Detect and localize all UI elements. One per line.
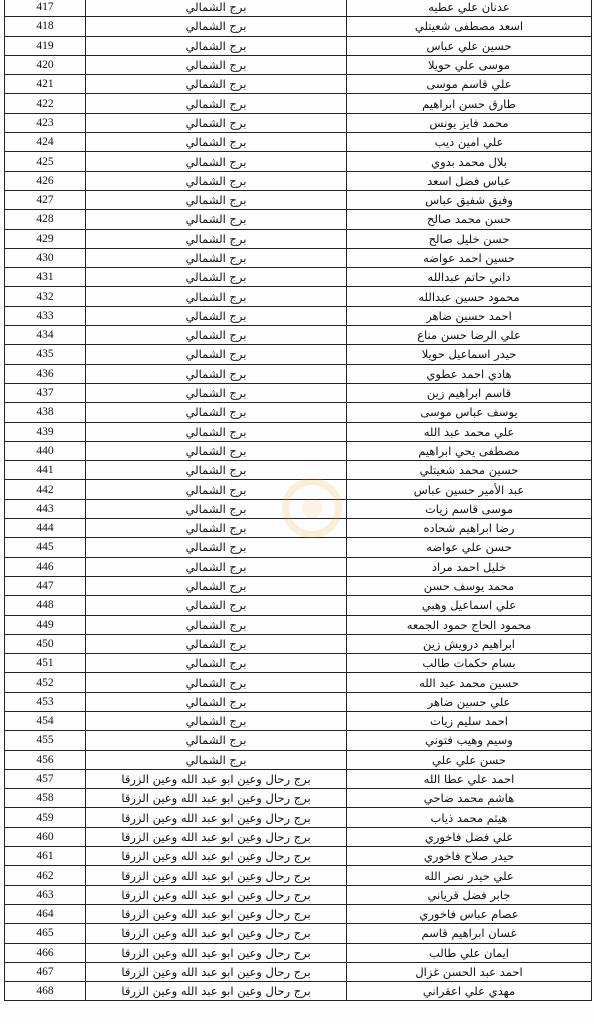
name-cell: رضا ابراهيم شحاده <box>347 519 592 538</box>
town-cell: برج الشمالي <box>86 287 347 306</box>
name-cell: حسن علي علي <box>347 750 592 769</box>
names-table <box>4 0 592 1001</box>
town-cell: برج الشمالي <box>86 519 347 538</box>
table-row <box>5 615 592 634</box>
table-row <box>5 538 592 557</box>
table-row <box>5 306 592 325</box>
row-number-cell: 446 <box>5 557 86 576</box>
table-row <box>5 962 592 981</box>
town-cell: برج الشمالي <box>86 171 347 190</box>
table-row <box>5 943 592 962</box>
table-row <box>5 364 592 383</box>
row-number-cell: 426 <box>5 171 86 190</box>
town-cell: برج رحال وعين ابو عبد الله وعين الزرقا <box>86 847 347 866</box>
table-row <box>5 55 592 74</box>
table-row <box>5 268 592 287</box>
name-cell: طارق حسن ابراهيم <box>347 94 592 113</box>
row-number-cell: 430 <box>5 248 86 267</box>
table-row <box>5 383 592 402</box>
row-number-cell: 435 <box>5 345 86 364</box>
row-number-cell: 454 <box>5 711 86 730</box>
row-number-cell: 443 <box>5 499 86 518</box>
row-number-cell: 447 <box>5 576 86 595</box>
row-number-cell: 450 <box>5 634 86 653</box>
row-number-cell: 452 <box>5 673 86 692</box>
town-cell: برج الشمالي <box>86 557 347 576</box>
name-cell: مهدي علي اعقراني <box>347 982 592 1001</box>
name-cell: عباس فضل اسعد <box>347 171 592 190</box>
row-number-cell: 457 <box>5 769 86 788</box>
town-cell: برج الشمالي <box>86 190 347 209</box>
table-row <box>5 519 592 538</box>
town-cell: برج الشمالي <box>86 731 347 750</box>
table-row <box>5 190 592 209</box>
town-cell: برج الشمالي <box>86 210 347 229</box>
row-number-cell: 417 <box>5 0 86 17</box>
name-cell: احمد سليم زيات <box>347 711 592 730</box>
table-row <box>5 750 592 769</box>
row-number-cell: 423 <box>5 113 86 132</box>
town-cell: برج الشمالي <box>86 480 347 499</box>
name-cell: محمد فايز يونس <box>347 113 592 132</box>
town-cell: برج الشمالي <box>86 36 347 55</box>
table-row <box>5 769 592 788</box>
table-row <box>5 441 592 460</box>
town-cell: برج رحال وعين ابو عبد الله وعين الزرقا <box>86 769 347 788</box>
town-cell: برج رحال وعين ابو عبد الله وعين الزرقا <box>86 827 347 846</box>
table-row <box>5 654 592 673</box>
town-cell: برج الشمالي <box>86 634 347 653</box>
name-cell: عصام عباس فاخوري <box>347 904 592 923</box>
town-cell: برج الشمالي <box>86 461 347 480</box>
town-cell: برج الشمالي <box>86 499 347 518</box>
name-cell: حيدر اسماعيل حويلا <box>347 345 592 364</box>
name-cell: هاشم محمد ضاحي <box>347 789 592 808</box>
table-row <box>5 847 592 866</box>
name-cell: بلال محمد بدوي <box>347 152 592 171</box>
town-cell: برج الشمالي <box>86 306 347 325</box>
row-number-cell: 464 <box>5 904 86 923</box>
row-number-cell: 420 <box>5 55 86 74</box>
table-row <box>5 789 592 808</box>
table-row <box>5 248 592 267</box>
town-cell: برج رحال وعين ابو عبد الله وعين الزرقا <box>86 885 347 904</box>
row-number-cell: 444 <box>5 519 86 538</box>
name-cell: هيثم محمد ذياب <box>347 808 592 827</box>
name-cell: محمود الحاج حمود الجمعه <box>347 615 592 634</box>
town-cell: برج الشمالي <box>86 403 347 422</box>
town-cell: برج رحال وعين ابو عبد الله وعين الزرقا <box>86 808 347 827</box>
table-row <box>5 113 592 132</box>
name-cell: علي امين ديب <box>347 133 592 152</box>
row-number-cell: 445 <box>5 538 86 557</box>
row-number-cell: 436 <box>5 364 86 383</box>
name-cell: خليل احمد مراد <box>347 557 592 576</box>
name-cell: علي قاسم موسى <box>347 75 592 94</box>
row-number-cell: 451 <box>5 654 86 673</box>
table-row <box>5 210 592 229</box>
table-row <box>5 461 592 480</box>
name-cell: محمود حسين عبدالله <box>347 287 592 306</box>
table-row <box>5 499 592 518</box>
town-cell: برج رحال وعين ابو عبد الله وعين الزرقا <box>86 866 347 885</box>
town-cell: برج رحال وعين ابو عبد الله وعين الزرقا <box>86 982 347 1001</box>
row-number-cell: 456 <box>5 750 86 769</box>
name-cell: عبد الأمير حسين عباس <box>347 480 592 499</box>
table-row <box>5 0 592 17</box>
table-row <box>5 731 592 750</box>
row-number-cell: 424 <box>5 133 86 152</box>
table-row <box>5 75 592 94</box>
row-number-cell: 421 <box>5 75 86 94</box>
row-number-cell: 466 <box>5 943 86 962</box>
town-cell: برج رحال وعين ابو عبد الله وعين الزرقا <box>86 789 347 808</box>
row-number-cell: 434 <box>5 326 86 345</box>
table-row <box>5 403 592 422</box>
table-row <box>5 557 592 576</box>
row-number-cell: 448 <box>5 596 86 615</box>
name-cell: ابراهيم درويش زين <box>347 634 592 653</box>
town-cell: برج الشمالي <box>86 538 347 557</box>
town-cell: برج رحال وعين ابو عبد الله وعين الزرقا <box>86 924 347 943</box>
table-row <box>5 36 592 55</box>
name-cell: عدنان علي عطيه <box>347 0 592 17</box>
town-cell: برج الشمالي <box>86 654 347 673</box>
table-row <box>5 229 592 248</box>
name-cell: موسى قاسم زيات <box>347 499 592 518</box>
name-cell: ايمان علي طالب <box>347 943 592 962</box>
town-cell: برج الشمالي <box>86 55 347 74</box>
name-cell: هادي احمد عطوي <box>347 364 592 383</box>
row-number-cell: 428 <box>5 210 86 229</box>
row-number-cell: 438 <box>5 403 86 422</box>
name-cell: علي حسين ضاهر <box>347 692 592 711</box>
row-number-cell: 461 <box>5 847 86 866</box>
table-row <box>5 924 592 943</box>
table-row <box>5 326 592 345</box>
table-row <box>5 94 592 113</box>
table-row <box>5 17 592 36</box>
table-row <box>5 982 592 1001</box>
town-cell: برج الشمالي <box>86 17 347 36</box>
row-number-cell: 465 <box>5 924 86 943</box>
row-number-cell: 463 <box>5 885 86 904</box>
row-number-cell: 427 <box>5 190 86 209</box>
table-row <box>5 673 592 692</box>
row-number-cell: 460 <box>5 827 86 846</box>
table-row <box>5 596 592 615</box>
town-cell: برج الشمالي <box>86 152 347 171</box>
table-row <box>5 576 592 595</box>
row-number-cell: 437 <box>5 383 86 402</box>
name-cell: محمد يوسف حسن <box>347 576 592 595</box>
row-number-cell: 418 <box>5 17 86 36</box>
town-cell: برج الشمالي <box>86 268 347 287</box>
town-cell: برج الشمالي <box>86 750 347 769</box>
town-cell: برج رحال وعين ابو عبد الله وعين الزرقا <box>86 904 347 923</box>
town-cell: برج الشمالي <box>86 133 347 152</box>
table-row <box>5 480 592 499</box>
town-cell: برج الشمالي <box>86 615 347 634</box>
name-cell: حسين احمد عواضه <box>347 248 592 267</box>
table-row <box>5 171 592 190</box>
name-cell: مصطفى يحي ابراهيم <box>347 441 592 460</box>
row-number-cell: 467 <box>5 962 86 981</box>
name-cell: علي اسماعيل وهبي <box>347 596 592 615</box>
name-cell: حسين محمد شعيتلي <box>347 461 592 480</box>
row-number-cell: 432 <box>5 287 86 306</box>
town-cell: برج الشمالي <box>86 422 347 441</box>
name-cell: قاسم ابراهيم زين <box>347 383 592 402</box>
town-cell: برج الشمالي <box>86 673 347 692</box>
name-cell: احمد علي عطا الله <box>347 769 592 788</box>
row-number-cell: 442 <box>5 480 86 499</box>
town-cell: برج الشمالي <box>86 383 347 402</box>
table-row <box>5 634 592 653</box>
row-number-cell: 441 <box>5 461 86 480</box>
names-table-body <box>5 0 592 1001</box>
table-row <box>5 345 592 364</box>
town-cell: برج الشمالي <box>86 364 347 383</box>
name-cell: بسام حكمات طالب <box>347 654 592 673</box>
row-number-cell: 425 <box>5 152 86 171</box>
name-cell: حسن خليل صالح <box>347 229 592 248</box>
table-row <box>5 885 592 904</box>
town-cell: برج الشمالي <box>86 345 347 364</box>
table-row <box>5 287 592 306</box>
name-cell: حسن محمد صالح <box>347 210 592 229</box>
name-cell: علي محمد عبد الله <box>347 422 592 441</box>
town-cell: برج الشمالي <box>86 229 347 248</box>
table-row <box>5 808 592 827</box>
name-cell: حسين محمد عبد الله <box>347 673 592 692</box>
table-row <box>5 692 592 711</box>
row-number-cell: 429 <box>5 229 86 248</box>
town-cell: برج الشمالي <box>86 441 347 460</box>
row-number-cell: 431 <box>5 268 86 287</box>
name-cell: غسان ابراهيم قاسم <box>347 924 592 943</box>
town-cell: برج الشمالي <box>86 248 347 267</box>
town-cell: برج الشمالي <box>86 692 347 711</box>
name-cell: يوسف عباس موسى <box>347 403 592 422</box>
name-cell: علي فضل فاخوري <box>347 827 592 846</box>
table-row <box>5 866 592 885</box>
town-cell: برج الشمالي <box>86 75 347 94</box>
name-cell: حيدر صلاح فاخوري <box>347 847 592 866</box>
row-number-cell: 439 <box>5 422 86 441</box>
row-number-cell: 462 <box>5 866 86 885</box>
name-cell: احمد عبد الحسن غزال <box>347 962 592 981</box>
row-number-cell: 449 <box>5 615 86 634</box>
row-number-cell: 453 <box>5 692 86 711</box>
name-cell: حسن علي عواضه <box>347 538 592 557</box>
table-row <box>5 904 592 923</box>
name-cell: داني حاتم عبدالله <box>347 268 592 287</box>
row-number-cell: 455 <box>5 731 86 750</box>
table-row <box>5 711 592 730</box>
table-row <box>5 152 592 171</box>
town-cell: برج الشمالي <box>86 326 347 345</box>
row-number-cell: 422 <box>5 94 86 113</box>
row-number-cell: 468 <box>5 982 86 1001</box>
row-number-cell: 440 <box>5 441 86 460</box>
row-number-cell: 419 <box>5 36 86 55</box>
name-cell: احمد حسين ضاهر <box>347 306 592 325</box>
table-row <box>5 133 592 152</box>
town-cell: برج الشمالي <box>86 576 347 595</box>
town-cell: برج الشمالي <box>86 711 347 730</box>
name-cell: علي حيدر نصر الله <box>347 866 592 885</box>
name-cell: علي الرضا حسن مناع <box>347 326 592 345</box>
town-cell: برج الشمالي <box>86 0 347 17</box>
row-number-cell: 459 <box>5 808 86 827</box>
name-cell: حسين علي عباس <box>347 36 592 55</box>
town-cell: برج رحال وعين ابو عبد الله وعين الزرقا <box>86 943 347 962</box>
name-cell: وسيم وهيب فتوني <box>347 731 592 750</box>
table-row <box>5 827 592 846</box>
town-cell: برج الشمالي <box>86 596 347 615</box>
town-cell: برج الشمالي <box>86 113 347 132</box>
town-cell: برج رحال وعين ابو عبد الله وعين الزرقا <box>86 962 347 981</box>
row-number-cell: 458 <box>5 789 86 808</box>
table-row <box>5 422 592 441</box>
name-cell: موسى علي حويلا <box>347 55 592 74</box>
name-cell: وفيق شفيق عباس <box>347 190 592 209</box>
name-cell: جابر فضل قرياني <box>347 885 592 904</box>
name-cell: اسعد مصطفى شعيتلي <box>347 17 592 36</box>
row-number-cell: 433 <box>5 306 86 325</box>
town-cell: برج الشمالي <box>86 94 347 113</box>
